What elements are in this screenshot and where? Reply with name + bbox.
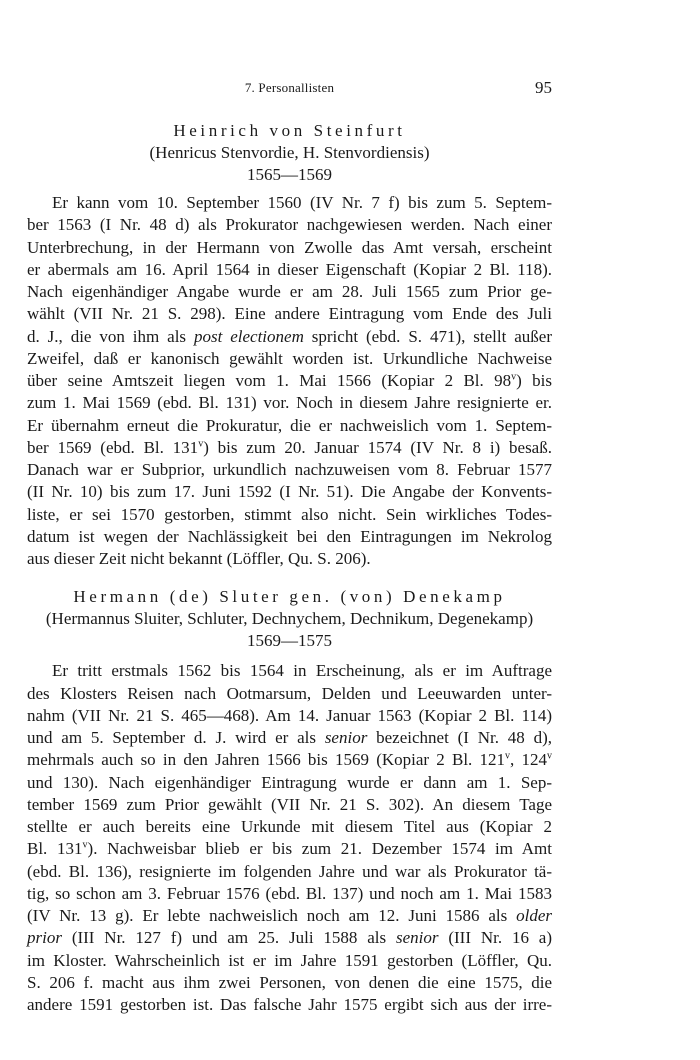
text-line: d. J., die von ihm als post electionem spricht (ebd. S. 471), stellt außer [27,326,553,346]
text-line: ber 1569 (ebd. Bl. 131$^v$) bis zum 20. Januar 1574 (IV Nr. 8 i) besaß. [27,437,552,457]
biography-paragraph [27,660,552,1016]
person-name: Heinrich von Steinfurt [173,121,406,140]
text-line: und 130). Nach eigenhändiger Eintragung wurde er dann am 1. Sep- [27,772,552,792]
text-line: stellte er auch bereits eine Urkunde mit diesem Titel aus (Kopiar 2 [27,817,552,836]
text-line: zum 1. Mai 1569 (ebd. Bl. 131) vor. Noch in diesem Jahre resignierte er. [27,393,552,413]
text-line: andere 1591 gestorben ist. Das falsche Jahr 1575 ergibt sich aus der irre- [27,995,552,1014]
person-aliases: (Hermannus Sluiter, Schluter, Dechnychem, Dechnikum, Degenekamp) [45,609,534,629]
text-line: Er tritt erstmals 1562 bis 1564 in Erscheinung, als er im Auftrage [52,661,552,681]
text-line: er abermals am 16. April 1564 in dieser Eigenschaft (Kopiar 2 Bl. 118). [27,259,552,279]
text-line: (IV Nr. 13 g). Er lebte nachweislich noch am 12. Juni 1586 als older [27,906,552,925]
text-line: prior (III Nr. 127 f) und am 25. Juli 1588 als senior (III Nr. 16 a) [27,928,552,948]
person-years: 1569—1575 [247,631,332,651]
text-line: ber 1563 (I Nr. 48 d) als Prokurator nachgewiesen werden. Nach einer [27,215,552,235]
section-heading [27,120,552,186]
text-line: Danach war er Subprior, urkundlich nachzuweisen vom 8. Februar 1577 [27,460,552,479]
text-line: aus dieser Zeit nicht bekannt (Löffler, Qu. S. 206). [27,549,371,568]
text-line: datum ist wegen der Nachlässigkeit bei den Eintragungen im Nekrolog [27,526,552,546]
person-aliases: (Henricus Stenvordie, H. Stenvordiensis) [149,143,430,162]
text-line: (ebd. Bl. 136), resignierte im folgenden Jahre und war als Prokurator tä- [27,861,552,881]
text-line: wählt (VII Nr. 21 S. 298). Eine andere Eintragung vom Ende des Juli [27,304,552,324]
text-line: im Kloster. Wahrscheinlich ist er im Jahre 1591 gestorben (Löffler, Qu. [27,950,552,970]
text-line: Zweifel, daß er kanonisch gewählt worden ist. Urkundliche Nachweise [27,348,552,368]
text-line: Unterbrechung, in der Hermann von Zwolle das Amt versah, erscheint [27,237,552,257]
page-body [27,78,552,1016]
text-line: tig, so schon am 3. Februar 1576 (ebd. Bl. 137) und noch am 1. Mai 1583 [27,883,552,903]
text-line: liste, er sei 1570 gestorben, stimmt also nicht. Sein wirkliches Todes- [27,504,552,524]
text-line: Nach eigenhändiger Angabe wurde er am 28. Juli 1565 zum Prior ge- [27,282,552,301]
person-years: 1565—1569 [247,165,332,184]
text-line: nahm (VII Nr. 21 S. 465—468). Am 14. Januar 1563 (Kopiar 2 Bl. 114) [27,705,552,725]
text-line: Er kann vom 10. September 1560 (IV Nr. 7 f) bis zum 5. Septem- [52,193,552,212]
section-heading [27,586,552,652]
text-line: (II Nr. 10) bis zum 17. Juni 1592 (I Nr. 51). Die Angabe der Konvents- [27,482,552,502]
text-line: Er übernahm erneut die Prokuratur, die er nachweislich vom 1. Septem- [27,415,552,435]
biography-paragraph [27,192,552,570]
person-name: Hermann (de) Sluter gen. (von) Denekamp [73,587,506,607]
page-number: 95 [535,78,552,97]
text-line: mehrmals auch so in den Jahren 1566 bis 1569 (Kopiar 2 Bl. 121$^v$, 124$^v$ [27,750,552,770]
text-line: S. 206 f. macht aus ihm zwei Personen, von denen die eine 1575, die [27,972,552,992]
text-line: Bl. 131$^v$). Nachweisbar blieb er bis zum 21. Dezember 1574 im Amt [27,839,552,859]
text-line: und am 5. September d. J. wird er als senior bezeichnet (I Nr. 48 d), [27,728,552,747]
text-line: tember 1569 zum Prior gewählt (VII Nr. 21 S. 302). An diesem Tage [27,794,552,814]
text-line: des Klosters Reisen nach Ootmarsum, Delden und Leeuwarden unter- [27,683,552,703]
text-line: über seine Amtszeit liegen vom 1. Mai 1566 (Kopiar 2 Bl. 98$^v$) bis [27,371,553,390]
running-title: 7. Personallisten [244,80,335,95]
